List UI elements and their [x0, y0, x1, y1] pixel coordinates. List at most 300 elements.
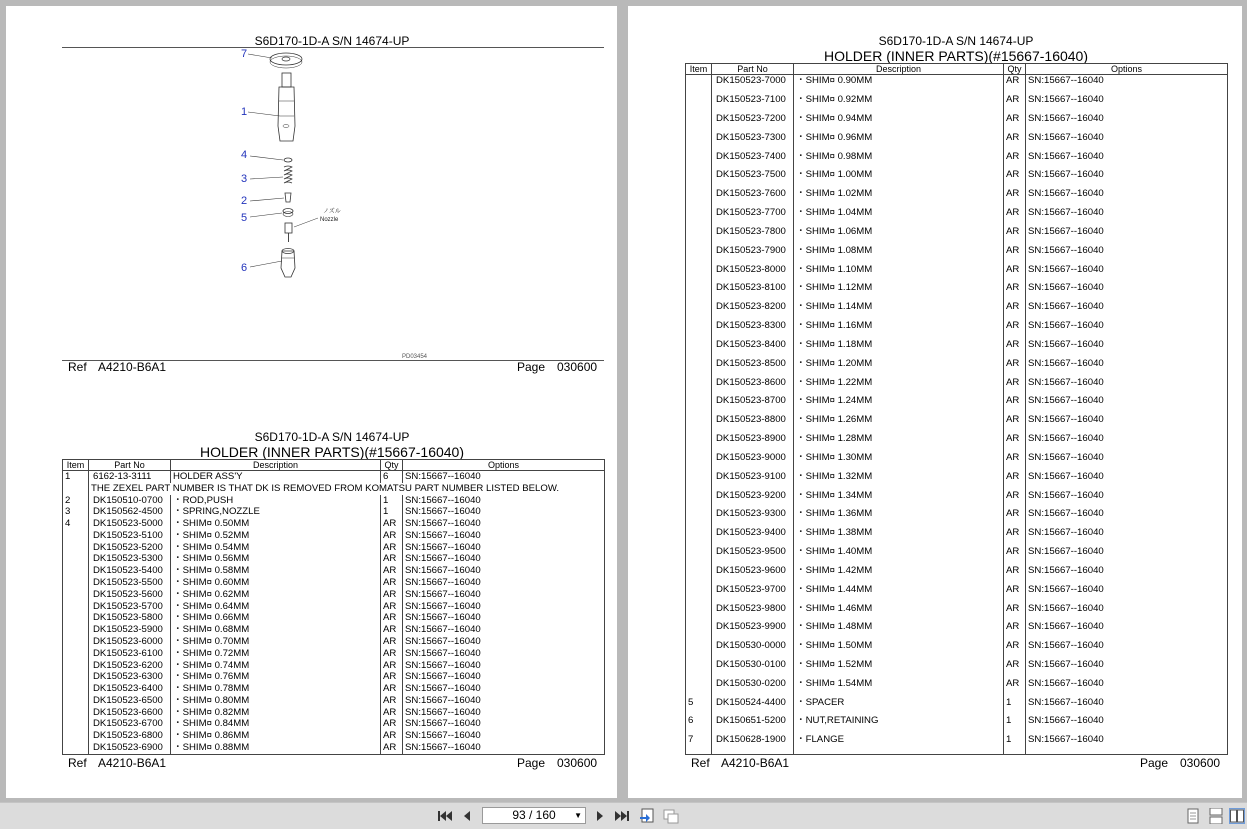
cell-description: ・SHIM¤ 1.32MM: [794, 471, 1004, 490]
cell-item: [686, 621, 712, 640]
cell-part-no: DK150523-9800: [712, 603, 794, 622]
cell-options: SN:15667--16040: [405, 706, 481, 718]
cell-description: ・SHIM¤ 0.58MM: [171, 565, 381, 577]
cell-item: [686, 282, 712, 301]
table-row: [686, 414, 1228, 433]
cell-description: ・SHIM¤ 0.50MM: [171, 518, 381, 530]
cell-qty: AR: [1004, 621, 1026, 640]
cell-options: SN:15667--16040: [1028, 696, 1104, 708]
table-row: [63, 683, 605, 695]
cell-item: [686, 169, 712, 188]
cell-qty: AR: [1004, 640, 1026, 659]
filler-cell: [794, 753, 1004, 754]
cell-item: [63, 612, 89, 624]
cell-description: ・SHIM¤ 1.08MM: [794, 245, 1004, 264]
cell-qty: AR: [381, 612, 403, 624]
table-row: [686, 490, 1228, 509]
cell-qty: AR: [1004, 452, 1026, 471]
cell-qty: AR: [381, 718, 403, 730]
table-row: [686, 715, 1228, 734]
continuous-view-icon: [1209, 808, 1223, 824]
cell-item: [686, 188, 712, 207]
table-row: [63, 553, 605, 565]
cell-part-no: DK150523-6200: [89, 660, 171, 672]
cell-options: SN:15667--16040: [405, 541, 481, 553]
cell-options: SN:15667--16040: [1028, 715, 1104, 727]
cell-description: ・SHIM¤ 1.52MM: [794, 659, 1004, 678]
facing-pages-view-icon: [1230, 809, 1244, 823]
footer-ref-value: A4210-B6A1: [98, 756, 167, 770]
cell-item: [63, 660, 89, 672]
cell-qty: AR: [381, 565, 403, 577]
cell-description: ・SHIM¤ 0.76MM: [171, 671, 381, 683]
header-options: Options: [1026, 64, 1228, 75]
cell-description: ・SHIM¤ 1.38MM: [794, 527, 1004, 546]
cell-part-no: DK150523-6700: [89, 718, 171, 730]
cell-description: ・SHIM¤ 1.36MM: [794, 508, 1004, 527]
table-row: [63, 648, 605, 660]
cell-qty: AR: [1004, 414, 1026, 433]
callout-1: 1: [241, 106, 248, 118]
cell-options: SN:15667--16040: [405, 565, 481, 577]
cell-part-no: DK150523-7800: [712, 226, 794, 245]
cell-description: ・SHIM¤ 0.94MM: [794, 113, 1004, 132]
cell-item: 3: [63, 506, 89, 518]
cell-options: SN:15667--16040: [1028, 75, 1104, 86]
footer-page-label: Page: [517, 756, 546, 770]
cell-qty: AR: [1004, 603, 1026, 622]
cell-part-no: DK150651-5200: [712, 715, 794, 734]
cell-item: [686, 565, 712, 584]
first-page-icon: [438, 810, 452, 822]
cell-options: SN:15667--16040: [1028, 414, 1104, 426]
cell-part-no: DK150523-8000: [712, 264, 794, 283]
right-page: [628, 6, 1242, 798]
cell-part-no: DK150523-5800: [89, 612, 171, 624]
cell-part-no: DK150523-9500: [712, 546, 794, 565]
table-row: [686, 320, 1228, 339]
cell-description: ・SHIM¤ 1.00MM: [794, 169, 1004, 188]
cell-options: SN:15667--16040: [405, 635, 481, 647]
cell-part-no: DK150523-8500: [712, 358, 794, 377]
cell-item: 2: [63, 495, 89, 507]
cell-description: ・SHIM¤ 1.34MM: [794, 490, 1004, 509]
parts-table-right: [685, 63, 1228, 755]
cell-options: SN:15667--16040: [1028, 338, 1104, 350]
table-row: [63, 707, 605, 719]
cell-options: SN:15667--16040: [1028, 508, 1104, 520]
cell-description: ・SHIM¤ 1.14MM: [794, 301, 1004, 320]
cell-item: [686, 75, 712, 95]
cell-qty: AR: [1004, 659, 1026, 678]
cell-part-no: DK150523-5300: [89, 553, 171, 565]
cell-part-no: DK150523-6800: [89, 730, 171, 742]
callout-7: 7: [241, 48, 248, 60]
cell-qty: AR: [1004, 151, 1026, 170]
cell-options: SN:15667--16040: [1028, 489, 1104, 501]
cell-part-no: DK150530-0000: [712, 640, 794, 659]
cell-part-no: 6162-13-3111: [89, 471, 171, 483]
cell-part-no: DK150523-8400: [712, 339, 794, 358]
table-row: [63, 660, 605, 672]
table-row: [686, 377, 1228, 396]
cell-item: [686, 245, 712, 264]
cell-item: [686, 94, 712, 113]
cell-qty: AR: [1004, 188, 1026, 207]
cell-description: ・SHIM¤ 0.72MM: [171, 648, 381, 660]
footer-page-value: 030600: [1180, 756, 1221, 770]
single-page-view-icon: [1187, 808, 1199, 824]
cell-description: ・SHIM¤ 1.02MM: [794, 188, 1004, 207]
cell-part-no: DK150523-6600: [89, 707, 171, 719]
table-row: [686, 207, 1228, 226]
cell-options: SN:15667--16040: [1028, 169, 1104, 181]
last-page-button[interactable]: [614, 808, 630, 824]
cell-qty: AR: [381, 601, 403, 613]
cell-qty: 1: [381, 506, 403, 518]
cell-item: [686, 471, 712, 490]
cell-item: [686, 490, 712, 509]
filler-cell: [89, 754, 171, 755]
filler-cell: [171, 754, 381, 755]
cell-item: [686, 339, 712, 358]
exploded-diagram: [206, 46, 366, 286]
callout-2: 2: [241, 195, 248, 207]
cell-options: SN:15667--16040: [405, 659, 481, 671]
cell-options: SN:15667--16040: [1028, 659, 1104, 670]
callout-4: 4: [241, 149, 248, 161]
cell-item: [686, 301, 712, 320]
cell-item: [63, 530, 89, 542]
cell-description: ・SHIM¤ 0.74MM: [171, 660, 381, 672]
table-row: [686, 621, 1228, 640]
cell-description: ・SHIM¤ 1.06MM: [794, 226, 1004, 245]
cell-part-no: DK150523-7700: [712, 207, 794, 226]
cell-part-no: DK150530-0200: [712, 678, 794, 697]
previous-page-button[interactable]: [459, 808, 475, 824]
spring-part: [284, 166, 292, 183]
cell-description: ・SHIM¤ 1.42MM: [794, 565, 1004, 584]
drawing-title: S6D170-1D-A S/N 14674-UP: [254, 34, 410, 48]
cell-item: [63, 742, 89, 754]
cell-description: ・SHIM¤ 0.68MM: [171, 624, 381, 636]
cell-qty: AR: [1004, 565, 1026, 584]
table-filler-row: [63, 754, 605, 755]
cell-item: [63, 671, 89, 683]
cell-qty: AR: [1004, 226, 1026, 245]
cell-qty: AR: [1004, 245, 1026, 264]
table-row: [63, 695, 605, 707]
cell-description: ・SHIM¤ 0.86MM: [171, 730, 381, 742]
select-tool-button[interactable]: [663, 808, 679, 824]
cell-qty: AR: [1004, 433, 1026, 452]
table-row: [686, 188, 1228, 207]
cell-part-no: DK150523-9900: [712, 621, 794, 640]
cell-description: ・SHIM¤ 1.22MM: [794, 377, 1004, 396]
cell-part-no: DK150523-6500: [89, 695, 171, 707]
nozzle-part: [285, 223, 292, 242]
cell-description: ・SHIM¤ 1.18MM: [794, 339, 1004, 358]
cell-description: ・SHIM¤ 0.90MM: [794, 75, 1004, 95]
cell-item: [63, 707, 89, 719]
cell-options: SN:15667--16040: [1028, 263, 1104, 275]
cell-options: SN:15667--16040: [405, 529, 481, 541]
cell-qty: AR: [381, 553, 403, 565]
cell-qty: AR: [381, 648, 403, 660]
cell-part-no: DK150523-9100: [712, 471, 794, 490]
table-row: [686, 132, 1228, 151]
continuous-view-button[interactable]: [1208, 808, 1224, 824]
cell-qty: AR: [1004, 471, 1026, 490]
cell-description: ・SHIM¤ 0.66MM: [171, 612, 381, 624]
cell-part-no: DK150562-4500: [89, 506, 171, 518]
shim-part: [284, 158, 292, 162]
cell-options: SN:15667--16040: [1028, 357, 1104, 369]
table-row: [63, 471, 605, 483]
callout-3: 3: [241, 173, 248, 185]
footer-ref-label: Ref: [691, 756, 710, 770]
table-row: [686, 452, 1228, 471]
cell-item: 5: [686, 697, 712, 716]
cell-qty: AR: [1004, 132, 1026, 151]
filler-cell: [1026, 753, 1228, 754]
table-row: [686, 433, 1228, 452]
nozzle-label-jp: ノズル: [323, 209, 341, 215]
cell-options: SN:15667--16040: [1028, 131, 1104, 143]
cell-part-no: DK150523-7400: [712, 151, 794, 170]
cell-qty: AR: [381, 742, 403, 754]
cell-qty: AR: [1004, 264, 1026, 283]
cell-qty: AR: [1004, 94, 1026, 113]
cell-qty: AR: [1004, 75, 1026, 95]
cell-part-no: DK150523-5400: [89, 565, 171, 577]
cell-options: SN:15667--16040: [405, 741, 481, 753]
cell-description: ・SHIM¤ 0.84MM: [171, 718, 381, 730]
footer-page-label: Page: [517, 360, 546, 374]
cell-item: 1: [63, 471, 89, 483]
cell-options: SN:15667--16040: [1028, 301, 1104, 313]
table-row: [63, 530, 605, 542]
cell-description: ・SHIM¤ 1.54MM: [794, 678, 1004, 697]
cell-options: SN:15667--16040: [405, 577, 481, 589]
cell-qty: AR: [1004, 282, 1026, 301]
cell-part-no: DK150523-8700: [712, 395, 794, 414]
cell-options: SN:15667--16040: [1028, 207, 1104, 219]
cell-description: ・SHIM¤ 0.54MM: [171, 542, 381, 554]
cell-options: SN:15667--16040: [1028, 320, 1104, 332]
cell-qty: AR: [1004, 113, 1026, 132]
cell-part-no: DK150523-5100: [89, 530, 171, 542]
cell-qty: AR: [381, 530, 403, 542]
single-page-view-button[interactable]: [1185, 808, 1201, 824]
cell-description: ・SHIM¤ 1.44MM: [794, 584, 1004, 603]
header-item: Item: [686, 64, 712, 75]
cell-item: [63, 624, 89, 636]
cell-description: ・SHIM¤ 1.30MM: [794, 452, 1004, 471]
cell-qty: AR: [1004, 490, 1026, 509]
viewer-toolbar: [0, 802, 1247, 829]
next-page-button[interactable]: [592, 808, 608, 824]
footer-ref-value: A4210-B6A1: [721, 756, 790, 770]
previous-page-icon: [462, 810, 472, 822]
note-spacer: [63, 483, 89, 495]
cell-part-no: DK150523-8600: [712, 377, 794, 396]
cell-item: [63, 718, 89, 730]
cell-item: [63, 636, 89, 648]
select-tool-icon: [663, 808, 679, 824]
filler-cell: [381, 754, 403, 755]
cell-description: ・SHIM¤ 0.52MM: [171, 530, 381, 542]
header-part-no: Part No: [89, 460, 171, 471]
cell-item: [686, 508, 712, 527]
cell-description: ・SHIM¤ 0.78MM: [171, 683, 381, 695]
filler-cell: [712, 753, 794, 754]
cell-qty: AR: [1004, 508, 1026, 527]
cell-item: [63, 695, 89, 707]
cell-part-no: DK150523-9400: [712, 527, 794, 546]
table-row: [63, 718, 605, 730]
table-row: [686, 245, 1228, 264]
cell-qty: AR: [381, 707, 403, 719]
cell-description: ・SHIM¤ 0.70MM: [171, 636, 381, 648]
cell-qty: AR: [1004, 169, 1026, 188]
cell-item: [63, 565, 89, 577]
cell-qty: AR: [1004, 301, 1026, 320]
header-part-no: Part No: [712, 64, 794, 75]
cell-options: SN:15667--16040: [405, 718, 481, 730]
table-row: [63, 742, 605, 754]
table-row: [63, 612, 605, 624]
cell-options: SN:15667--16040: [405, 518, 481, 530]
cell-part-no: DK150523-6300: [89, 671, 171, 683]
filler-cell: [403, 754, 605, 755]
cell-item: [63, 730, 89, 742]
cell-options: SN:15667--16040: [405, 624, 481, 636]
next-page-icon: [595, 810, 605, 822]
cell-qty: 1: [1004, 734, 1026, 753]
table-row: [686, 565, 1228, 584]
table-header-row: [686, 64, 1228, 75]
cell-description: ・SHIM¤ 0.62MM: [171, 589, 381, 601]
cell-description: ・SHIM¤ 0.88MM: [171, 742, 381, 754]
cell-item: [686, 659, 712, 678]
cell-item: [686, 226, 712, 245]
table-row: [63, 730, 605, 742]
parts-table-left: [62, 459, 605, 755]
cell-qty: AR: [381, 636, 403, 648]
table-row: [63, 624, 605, 636]
header-options: Options: [403, 460, 605, 471]
cell-item: [686, 132, 712, 151]
table-note: THE ZEXEL PART NUMBER IS THAT DK IS REMOVED FROM KOMATSU PART NUMBER LISTED BELOW.: [91, 482, 560, 494]
filler-cell: [686, 753, 712, 754]
cell-qty: AR: [381, 624, 403, 636]
cell-options: SN:15667--16040: [405, 730, 481, 742]
cell-description: ・SHIM¤ 1.10MM: [794, 264, 1004, 283]
cell-part-no: DK150523-8200: [712, 301, 794, 320]
cell-part-no: DK150523-9600: [712, 565, 794, 584]
cell-part-no: DK150523-8800: [712, 414, 794, 433]
cell-item: [686, 395, 712, 414]
cell-item: [63, 589, 89, 601]
cell-part-no: DK150523-5900: [89, 624, 171, 636]
cell-item: [63, 553, 89, 565]
cell-options: SN:15667--16040: [1028, 546, 1104, 558]
table-row: [686, 358, 1228, 377]
cell-description: ・SHIM¤ 1.12MM: [794, 282, 1004, 301]
cell-description: HOLDER ASS'Y: [171, 471, 381, 483]
cell-description: ・SPRING,NOZZLE: [171, 506, 381, 518]
cell-options: SN:15667--16040: [1028, 282, 1104, 294]
cell-qty: AR: [1004, 584, 1026, 603]
cell-part-no: DK150523-9000: [712, 452, 794, 471]
cell-part-no: DK150523-5600: [89, 589, 171, 601]
cell-options: SN:15667--16040: [405, 671, 481, 683]
facing-pages-view-button[interactable]: [1229, 808, 1245, 824]
table-row: [686, 226, 1228, 245]
push-rod-part: [285, 193, 291, 202]
cell-item: [686, 452, 712, 471]
table-row: [686, 94, 1228, 113]
cell-item: [63, 601, 89, 613]
cell-options: SN:15667--16040: [405, 694, 481, 706]
cell-part-no: DK150523-7100: [712, 94, 794, 113]
cell-qty: AR: [1004, 527, 1026, 546]
cell-options: SN:15667--16040: [405, 553, 481, 565]
cell-options: SN:15667--16040: [1028, 112, 1104, 124]
spacer-part: [283, 209, 293, 217]
footer-ref-value: A4210-B6A1: [98, 360, 167, 374]
table-row: [63, 601, 605, 613]
cell-item: [686, 151, 712, 170]
cell-qty: AR: [381, 671, 403, 683]
table-row: [686, 603, 1228, 622]
cell-description: ・NUT,RETAINING: [794, 715, 1004, 734]
cell-part-no: DK150523-7500: [712, 169, 794, 188]
footer-page-label: Page: [1140, 756, 1169, 770]
cell-part-no: DK150523-5700: [89, 601, 171, 613]
footer-page-value: 030600: [557, 756, 598, 770]
cell-item: [686, 264, 712, 283]
cell-item: [686, 320, 712, 339]
chevron-down-icon: ▼: [574, 811, 582, 820]
callout-6: 6: [241, 262, 248, 274]
cell-qty: 6: [381, 471, 403, 483]
cell-part-no: DK150523-7600: [712, 188, 794, 207]
cell-qty: AR: [381, 695, 403, 707]
cell-options: SN:15667--16040: [1028, 433, 1104, 445]
cell-qty: AR: [1004, 320, 1026, 339]
page-number-select[interactable]: [482, 807, 586, 824]
table-row: [686, 264, 1228, 283]
table-row: [686, 282, 1228, 301]
cell-part-no: DK150523-7200: [712, 113, 794, 132]
cell-qty: 1: [1004, 715, 1026, 734]
fit-page-button[interactable]: [639, 808, 655, 824]
cell-part-no: DK150523-9700: [712, 584, 794, 603]
table-header-row: [63, 460, 605, 471]
cell-qty: AR: [1004, 339, 1026, 358]
cell-description: ・SHIM¤ 0.60MM: [171, 577, 381, 589]
cell-options: SN:15667--16040: [1028, 451, 1104, 463]
cell-options: SN:15667--16040: [1028, 225, 1104, 237]
first-page-button[interactable]: [437, 808, 453, 824]
cell-part-no: DK150523-9200: [712, 490, 794, 509]
cell-part-no: DK150510-0700: [89, 495, 171, 507]
cell-qty: AR: [1004, 395, 1026, 414]
cell-qty: AR: [381, 577, 403, 589]
cell-item: 6: [686, 715, 712, 734]
